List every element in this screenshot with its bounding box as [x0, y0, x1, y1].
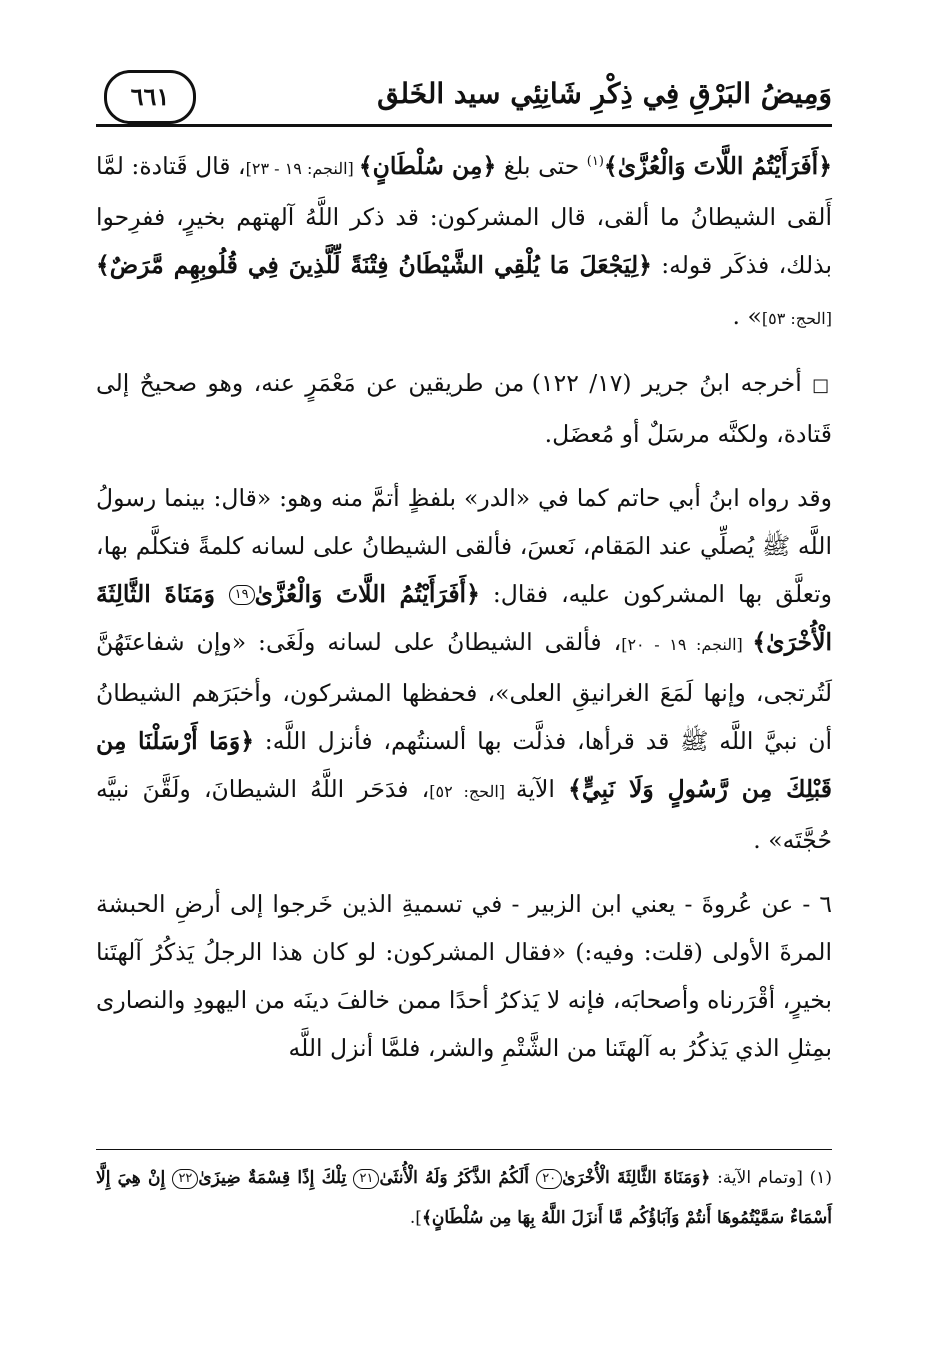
quran-quote: ﴿لِيَجْعَلَ مَا يُلْقِي الشَّيْطَانُ فِتْنَةً لِّلَّذِينَ فِي قُلُوبِهِم مَّرَضٌ﴾	[96, 250, 652, 279]
footnote-marker: (١)	[586, 154, 604, 169]
text-run: وقد رواه ابنُ أبي حاتم كما في «الدر» بلفظٍ أتمَّ منه وهو: «قال: بينما رسولُ اللَّه ﷺ يُصلِّي عند المَقام، نَعسَ، فألقى الشيطانُ على لسانه كلمةً فتكلَّم بها، وتعلَّق بها المشركون عليه، فقال:	[96, 483, 832, 608]
paragraph	[96, 880, 832, 1072]
quran-quote: ﴿أَفَرَأَيْتُمُ اللَّاتَ وَالْعُزَّىٰ﴾	[603, 151, 832, 180]
main-text	[96, 138, 832, 1072]
verse-number: ١٩	[229, 585, 255, 605]
running-title: وَمِيضُ البَرْقِ فِي ذِكْرِ شَانِئِي سيد الخَلق	[377, 77, 832, 110]
page-number: ٦٦١	[104, 70, 196, 124]
quran-quote: أَلَكُمُ الذَّكَرُ وَلَهُ الْأُنثَىٰ	[379, 1168, 537, 1188]
text-run: أخرجه ابنُ جرير (١٧/ ١٢٢) من طريقين عن مَعْمَرٍ عنه، وهو صحيحٌ إلى قَتادة، ولكنَّه مرسَلٌ أو مُعضَل.	[96, 368, 832, 448]
quran-quote: إِنْ هِيَ إِلَّا أَسْمَاءٌ سَمَّيْتُمُوهَا أَنتُمْ وَآبَاؤُكُم مَّا أَنزَلَ اللَّهُ بِهَا مِن سُلْطَانٍ﴾	[96, 1168, 832, 1228]
verse-reference: [الحج: ٥٣]	[761, 308, 832, 328]
verse-reference: [النجم: ١٩ - ٢٠]	[621, 634, 753, 654]
verse-number: ٢٢	[172, 1169, 198, 1189]
paragraph	[96, 138, 832, 343]
verse-number: ٢٠	[536, 1169, 562, 1189]
footnotes	[96, 1158, 832, 1238]
verse-reference: [الحج: ٥٢]	[429, 781, 516, 801]
book-icon: □	[812, 374, 832, 396]
quran-quote: ﴿أَفَرَأَيْتُمُ اللَّاتَ وَالْعُزَّىٰ	[254, 579, 480, 608]
text-run: ].	[409, 1208, 422, 1228]
page-header	[96, 68, 832, 128]
paragraph	[96, 359, 832, 458]
footnote-rule	[96, 1149, 832, 1150]
verse-reference: [النجم: ١٩ - ٢٣]	[245, 158, 359, 178]
text-run: ٦ - عن عُروةَ - يعني ابن الزبير - في تسميةِ الذين خَرجوا إلى أرضِ الحبشة المرةَ الأولى (قلت: وفيه:) «فقال المشركون: لو كان هذا الرجلُ يَذكُرُ آلهتَنا بخيرٍ، أقْرَرناه وأصحابَه، فإنه لا يَذكرُ أحدًا ممن خالفَ دينَه من اليهودِ والنصارى بمِثلِ الذي يَذكُرُ به آلهتَنا من الشَّتْمِ والشر، فلمَّا أنزل اللَّه	[96, 889, 832, 1062]
quran-quote: ﴿وَمَا أَرْسَلْنَا مِن قَبْلِكَ مِن رَّسُولٍ وَلَا نَبِيٍّ﴾	[96, 726, 833, 803]
text-run: (١) [وتمام الآية:	[710, 1168, 832, 1188]
paragraph	[96, 474, 832, 864]
quran-quote: ﴿مِن سُلْطَانٍ﴾	[358, 151, 497, 180]
quran-quote: وَمَنَاةَ الثَّالِثَةَ الْأُخْرَىٰ﴾	[96, 579, 832, 656]
footnote	[96, 1158, 832, 1238]
text-run: ، فألقى الشيطانُ على لسانه ولَغَى: «وإن شفاعتَهُنَّ لَتُرتجى، وإنها لَمَعَ الغرانيقِ العلى»، فحفظها المشركون، وأخبَرَهم الشيطانُ أن نبيَّ اللَّه ﷺ قد قرأها، فذلَّت بها ألسنتُهم، فأنزل اللَّه:	[96, 627, 832, 755]
text-run: ، قال قَتادة: لمَّا أَلقى الشيطانُ ما ألقى، قال المشركون: قد ذكر اللَّهُ آلهتهم بخيرٍ، ففرِحوا بذلك، فذكَر قوله:	[96, 151, 833, 279]
text-run: حتى بلغ	[496, 151, 587, 180]
text-run: ، فدَحَر اللَّهُ الشيطانَ، ولَقَّنَ نبيَّه حُجَّتَه» .	[96, 774, 832, 854]
text-run: » .	[732, 301, 762, 330]
quran-quote: ﴿وَمَنَاةَ الثَّالِثَةَ الْأُخْرَىٰ	[562, 1168, 711, 1188]
header-rule	[96, 124, 832, 127]
text-run: الآية	[515, 774, 569, 803]
verse-number: ٢١	[353, 1169, 379, 1189]
quran-quote: تِلْكَ إِذًا قِسْمَةٌ ضِيزَىٰ	[198, 1168, 354, 1188]
